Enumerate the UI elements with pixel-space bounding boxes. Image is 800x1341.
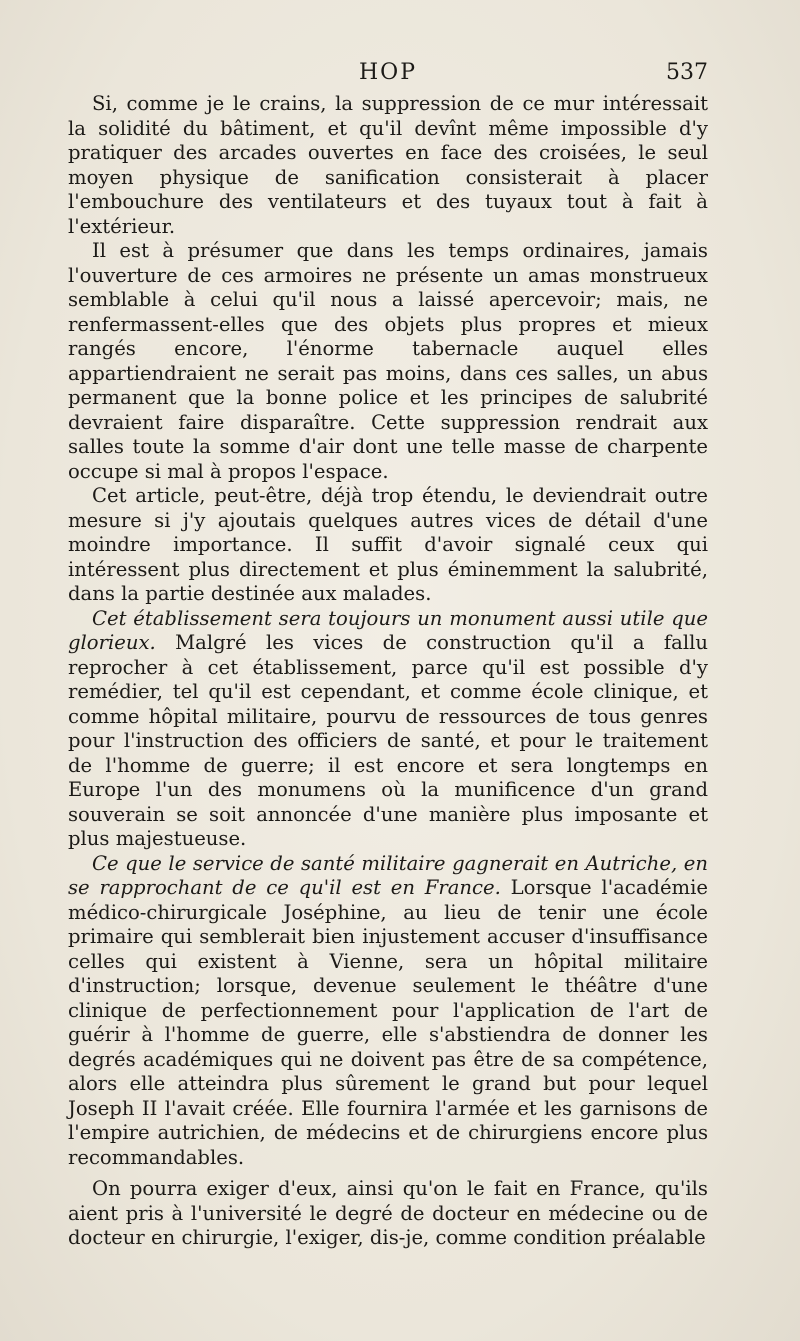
paragraph xyxy=(68,607,708,852)
paragraph-text: Cet article, peut-être, déjà trop étendu, le deviendrait outre mesure si j'y ajoutais quelques autres vices de détail d'une moindre importance. Il suffit d'avoir signalé ceux qui intéressent plus directement et plus éminemment la salubrité, dans la partie destinée aux malades. xyxy=(68,484,708,605)
paragraph-lead-italic: Cet établissement sera toujours un monument aussi utile que glorieux. xyxy=(68,606,708,654)
paragraph xyxy=(68,1177,708,1251)
paragraph xyxy=(68,484,708,607)
paragraph-text: On pourra exiger d'eux, ainsi qu'on le fait en France, qu'ils aient pris à l'université le degré de docteur en médecine ou de docteur en chirurgie, l'exiger, dis-je, comme condition préalable xyxy=(68,1177,708,1249)
paragraph-text: Si, comme je le crains, la suppression de ce mur intéressait la solidité du bâtiment, et qu'il devînt même impossible d'y pratiquer des arcades ouvertes en face des croisées, le seul moyen physique de sanification consisterait à placer l'embouchure des ventilateurs et des tuyaux tout à fait à l'extérieur. xyxy=(68,92,708,238)
paragraph xyxy=(68,92,708,239)
running-title: HOP xyxy=(358,60,418,85)
page-number: 537 xyxy=(666,60,708,85)
paragraph-text: Il est à présumer que dans les temps ordinaires, jamais l'ouverture de ces armoires ne présente un amas monstrueux semblable à celui qu'il nous a laissé apercevoir; mais, ne renfermassent-elles que des objets plus propres et mieux rangés encore, l'énorme tabernacle auquel elles appartiendraient ne serait pas moins, dans ces salles, un abus permanent que la bonne police et les principes de salubrité devraient faire disparaître. Cette suppression rendrait aux salles toute la somme d'air dont une telle masse de charpente occupe si mal à propos l'espace. xyxy=(68,239,708,483)
paragraph-text: Lorsque l'académie médico-chirurgicale Joséphine, au lieu de tenir une école primaire qui semblerait bien injustement accuser d'insuffisance celles qui existent à Vienne, sera un hôpital militaire d'instruction; lorsque, devenue seulement le théâtre d'une clinique de perfectionnement pour l'application de l'art de guérir à l'homme de guerre, elle s'abstiendra de donner les degrés académiques qui ne doivent pas être de sa compétence, alors elle atteindra plus sûrement le grand but pour lequel Joseph II l'avait créée. Elle fournira l'armée et les garnisons de l'empire autrichien, de médecins et de chirurgiens encore plus recommandables. xyxy=(68,876,709,1169)
paragraph-text: Malgré les vices de construction qu'il a fallu reprocher à cet établissement, parce qu'il est possible d'y remédier, tel qu'il est cependant, et comme école clinique, et comme hôpital militaire, pourvu de ressources de tous genres pour l'instruction des officiers de santé, et pour le traitement de l'homme de guerre; il est encore et sera longtemps en Europe l'un des monumens où la munificence d'un grand souverain se soit annoncée d'une manière plus imposante et plus majestueuse. xyxy=(68,631,708,850)
body-text xyxy=(68,92,708,1251)
running-head xyxy=(68,60,708,90)
paragraph xyxy=(68,852,708,1171)
paragraph xyxy=(68,239,708,484)
paragraph-lead-italic: Ce que le service de santé militaire gagnerait en Autriche, en se rapprochant de ce qu'il est en France. xyxy=(68,851,708,899)
